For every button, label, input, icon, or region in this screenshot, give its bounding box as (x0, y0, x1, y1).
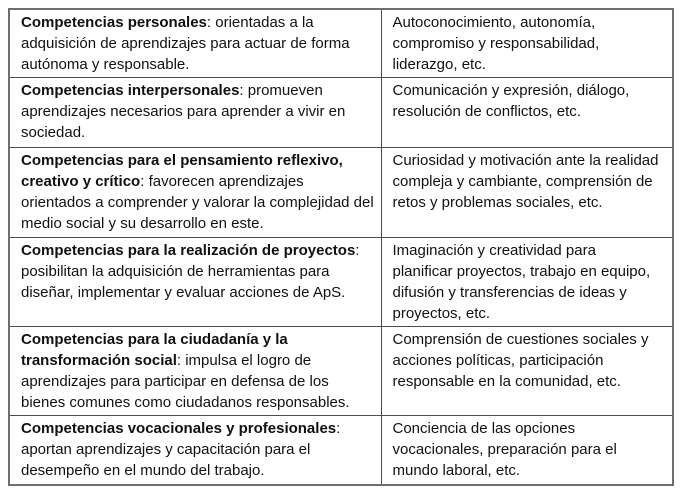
competency-cell (9, 148, 381, 238)
competency-term: Competencias para la realización de proyectos (21, 242, 356, 259)
competency-term: Competencias personales (21, 14, 207, 31)
table-row (9, 327, 673, 416)
competency-term: Competencias interpersonales (21, 82, 240, 99)
examples-text: Conciencia de las opciones vocacionales, preparación para el mundo laboral, etc. (392, 420, 617, 479)
table-row (9, 78, 673, 148)
table-row (9, 416, 673, 485)
competency-definition: : aportan aprendizajes y capacitación para el desempeño en el mundo del trabajo. (21, 420, 341, 479)
examples-text: Imaginación y creatividad para planificar proyectos, trabajo en equipo, difusión y transferencias de ideas y proyectos, etc. (392, 242, 651, 322)
competency-definition: : promueven aprendizajes necesarios para aprender a vivir en sociedad. (21, 82, 346, 141)
competency-definition: : posibilitan la adquisición de herramientas para diseñar, implementar y evaluar acciones de ApS. (21, 242, 360, 301)
examples-cell (381, 327, 673, 416)
examples-cell (381, 78, 673, 148)
competency-term: Competencias vocacionales y profesionales (21, 420, 337, 437)
examples-text: Comprensión de cuestiones sociales y acciones políticas, participación responsable en la comunidad, etc. (392, 331, 649, 390)
competency-definition: : impulsa el logro de aprendizajes para participar en defensa de los bienes comunes como ciudadanos responsables. (21, 352, 350, 411)
examples-cell (381, 9, 673, 78)
competency-cell (9, 327, 381, 416)
competency-cell (9, 78, 381, 148)
examples-cell (381, 148, 673, 238)
examples-cell (381, 238, 673, 327)
examples-text: Curiosidad y motivación ante la realidad compleja y cambiante, comprensión de retos y problemas sociales, etc. (392, 152, 659, 211)
competency-definition: : favorecen aprendizajes orientados a comprender y valorar la complejidad del medio social y su desarrollo en este. (21, 173, 374, 232)
competency-cell (9, 238, 381, 327)
table-row (9, 9, 673, 78)
competencies-table (8, 8, 674, 486)
examples-text: Comunicación y expresión, diálogo, resolución de conflictos, etc. (392, 82, 630, 120)
table-row (9, 238, 673, 327)
competency-definition: : orientadas a la adquisición de aprendizajes para actuar de forma autónoma y responsable. (21, 14, 350, 73)
competency-term: Competencias para la ciudadanía y la transformación social (21, 331, 288, 369)
competency-cell (9, 9, 381, 78)
examples-text: Autoconocimiento, autonomía, compromiso y responsabilidad, liderazgo, etc. (392, 14, 600, 73)
competency-term: Competencias para el pensamiento reflexivo, creativo y crítico (21, 152, 343, 190)
table-row (9, 148, 673, 238)
competency-cell (9, 416, 381, 485)
examples-cell (381, 416, 673, 485)
